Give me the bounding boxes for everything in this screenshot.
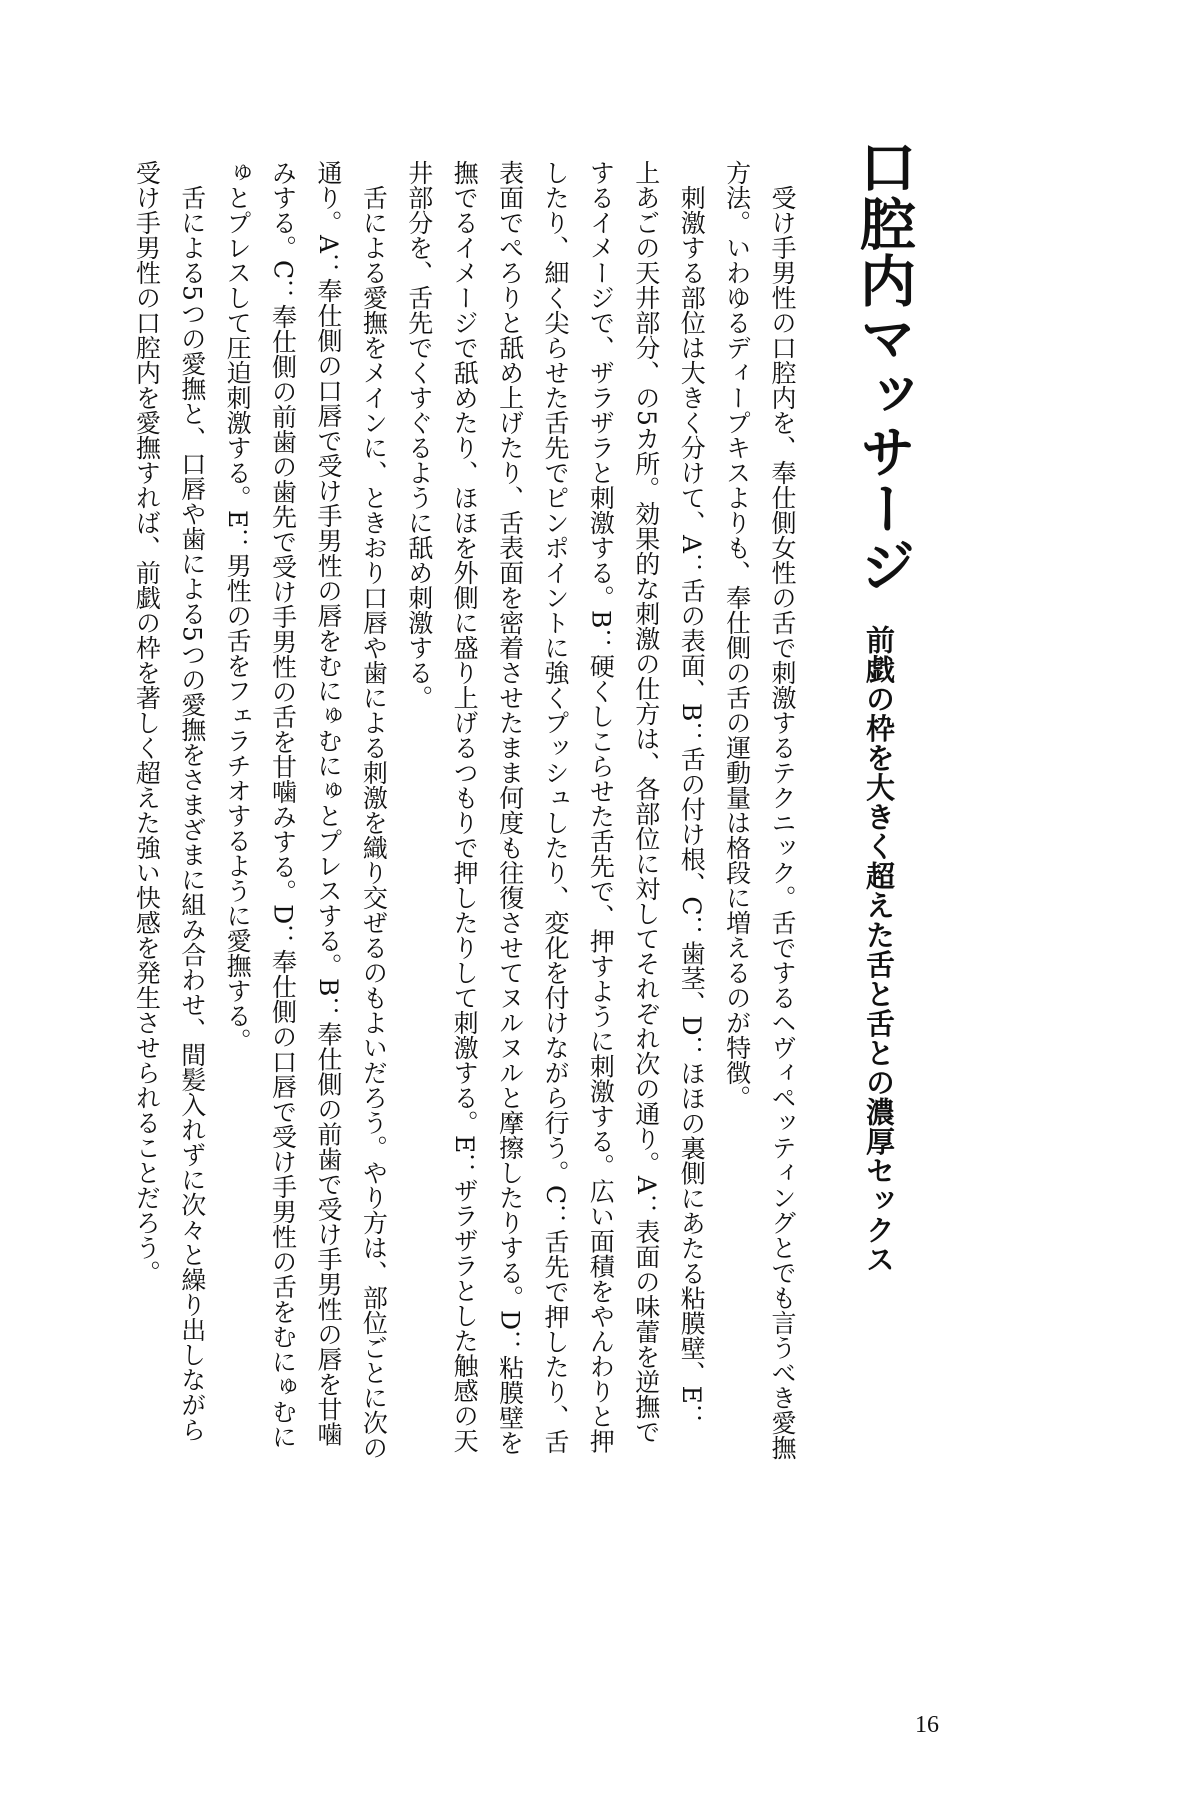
text-line: 受け手男性の口腔内を、奉仕側女性の舌で刺激するテクニック。舌でするヘヴィペッティングとでも言うべき愛撫 — [768, 185, 797, 1460]
text-line: 井部分を、舌先でくすぐるように舐め刺激する。 — [404, 160, 434, 710]
text-line: するイメージで、ザラザラと刺激する。B：硬くしこらせた舌先で、押すように刺激する。広い面積をやんわりと押 — [586, 160, 616, 1454]
body-text — [124, 160, 805, 1460]
text-line: 舌による愛撫をメインに、ときおり口唇や歯による刺激を織り交ぜるのもよいだろう。やり方は、部位ごとに次の — [359, 185, 389, 1460]
text-line: 表面でぺろりと舐め上げたり、舌表面を密着させたまま何度も往復させてヌルヌルと摩擦したりする。D：粘膜壁を — [495, 160, 525, 1456]
text-line: みする。C：奉仕側の前歯の歯先で受け手男性の舌を甘噛みする。D：奉仕側の口唇で受け手男性の舌をむにゅむに — [268, 160, 298, 1450]
page-number: 16 — [915, 1712, 939, 1738]
text-line: 上あごの天井部分、の5カ所。効果的な刺激の仕方は、各部位に対してそれぞれ次の通り。A：表面の味蕾を逆撫で — [631, 160, 661, 1444]
text-line: したり、細く尖らせた舌先でピンポイントに強くプッシュしたり、変化を付けながら行う。C：舌先で押したり、舌 — [540, 160, 570, 1455]
page-subtitle: 前戯の枠を大きく超えた舌と舌との濃厚セックス — [862, 625, 896, 1274]
text-line: 刺激する部位は大きく分けて、A：舌の表面、B：舌の付け根、C：歯茎、D：ほほの裏側にあたる粘膜壁、E： — [677, 185, 707, 1429]
text-line: 舌による5つの愛撫と、口唇や歯による5つの愛撫をさまざまに組み合わせ、間髪入れずに次々と繰り出しながら — [177, 185, 207, 1442]
page-title: 口腔内マッサージ — [851, 138, 916, 594]
text-line: ゅとプレスして圧迫刺激する。E：男性の舌をフェラチオするように愛撫する。 — [223, 160, 253, 1054]
text-line: 受け手男性の口腔内を愛撫すれば、前戯の枠を著しく超えた強い快感を発生させられることだろう。 — [132, 160, 162, 1285]
text-line: 通り。A：奉仕側の口唇で受け手男性の唇をむにゅむにゅとプレスする。B：奉仕側の前歯で受け手男性の唇を甘噛 — [313, 160, 343, 1447]
text-line: 方法。いわゆるディープキスよりも、奉仕側の舌の運動量は格段に増えるのが特徴。 — [722, 160, 752, 1110]
text-line: 撫でるイメージで舐めたり、ほほを外側に盛り上げるつもりで押したりして刺激する。E：ザラザラとした触感の天 — [450, 160, 480, 1454]
